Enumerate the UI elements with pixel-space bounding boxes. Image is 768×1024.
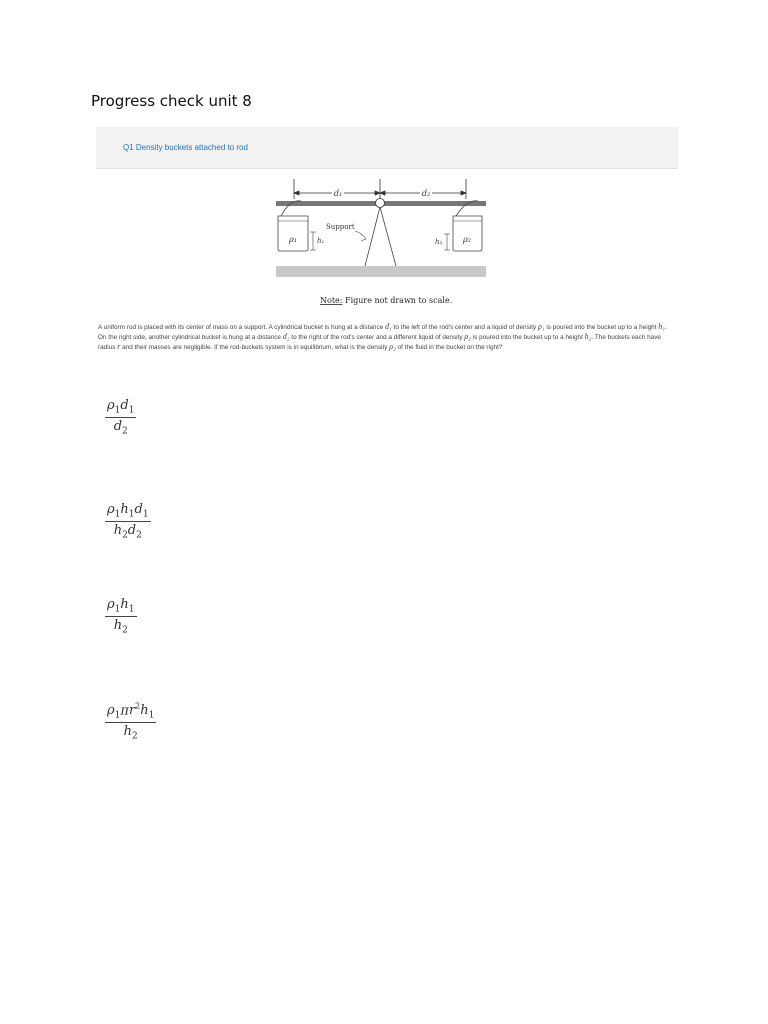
numerator: $\rho_1d_1$ <box>107 398 135 416</box>
denominator: $d_2$ <box>113 418 128 437</box>
choice-b[interactable] <box>105 502 151 540</box>
choice-c[interactable] <box>105 597 137 635</box>
denominator: $h_2$ <box>113 617 128 636</box>
question-header <box>96 127 678 169</box>
label-h2: h₂ <box>435 238 443 246</box>
question-text: A uniform rod is placed with its center of mass on a support. A cylindrical bucket is hung at a distance d₁ to the left of the rod's center and a liquid of density ρ₁ is poured into the bucket up to a height h₁. On the right side, another cylindrical bucket is hung at a distance d₂ to the right of the rod's center and a different liquid of density ρ₂ is poured into the bucket up to a height h₂. The buckets each have radius r and their masses are negligible. If the rod-buckets system is in equilibrium, what is the density ρ₂ of the fluid in the bucket on the right? <box>98 322 667 352</box>
numerator: $\rho_1\pi r^2h_1$ <box>107 702 155 721</box>
numerator: $\rho_1h_1$ <box>107 597 135 615</box>
label-rho2: ρ₂ <box>463 235 471 244</box>
label-d1: d₁ <box>333 189 343 198</box>
support-pointer <box>355 231 366 241</box>
label-h1: h₁ <box>317 237 325 245</box>
label-d2: d₂ <box>421 189 431 198</box>
note-text: Figure not drawn to scale. <box>342 296 453 305</box>
choice-d[interactable] <box>105 702 156 742</box>
dimension-lines <box>294 179 466 199</box>
pivot-circle <box>376 199 385 208</box>
figure-note <box>320 296 452 305</box>
label-rho1: ρ₁ <box>289 235 297 244</box>
fraction <box>105 398 136 436</box>
fraction-bar <box>105 417 136 418</box>
rod-buckets-figure <box>96 169 678 309</box>
fraction-bar <box>105 722 156 723</box>
fraction <box>105 702 156 742</box>
denominator: $h_2$ <box>123 723 138 742</box>
fraction-bar <box>105 521 151 522</box>
support-right-leg <box>380 207 396 266</box>
denominator: $h_2d_2$ <box>113 522 142 541</box>
question-title[interactable]: Q1 Density buckets attached to rod <box>123 143 248 152</box>
note-label: Note: <box>320 296 343 305</box>
choice-a[interactable] <box>105 398 136 436</box>
fraction-bar <box>105 616 137 617</box>
numerator: $\rho_1h_1d_1$ <box>107 502 149 520</box>
fraction <box>105 502 151 540</box>
fraction <box>105 597 137 635</box>
support-left-leg <box>365 207 380 266</box>
label-support: Support <box>326 223 355 231</box>
question-card <box>96 127 678 367</box>
ground <box>276 266 486 277</box>
page-title: Progress check unit 8 <box>91 92 252 110</box>
